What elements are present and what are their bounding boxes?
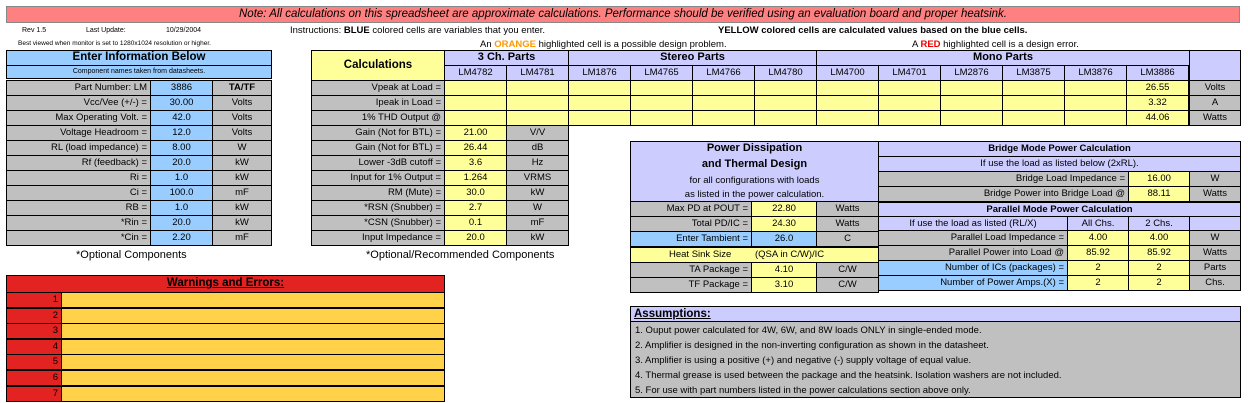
enter-info-label: Rf (feedback) =	[6, 155, 151, 171]
calc-label: Input Impedance =	[311, 230, 445, 246]
part-value-cell	[754, 110, 817, 126]
part-column-header: LM4780	[754, 65, 817, 81]
enter-info-label: Ri =	[6, 170, 151, 186]
part-value-cell	[630, 110, 693, 126]
instructions-prefix: Instructions:	[290, 25, 344, 36]
parallel-value-all: 2	[1067, 260, 1129, 276]
part-value-cell	[630, 80, 693, 96]
part-column-header: LM3876	[1064, 65, 1127, 81]
power-label: Enter Tambient =	[630, 231, 752, 247]
parallel-value-all: 4.00	[1067, 230, 1129, 246]
power-unit: Watts	[816, 216, 879, 232]
part-column-header: LM2876	[940, 65, 1003, 81]
calc-unit: kW	[506, 185, 569, 201]
enter-info-value-input[interactable]: 12.0	[150, 125, 213, 141]
power-value: 3.10	[751, 277, 817, 293]
part-value-cell	[816, 110, 879, 126]
heat-sink-size-unit: (QSA in C/W)/IC	[752, 248, 872, 262]
part-value-cell	[878, 80, 941, 96]
assumption-item: 4. Thermal grease is used between the package and the heatsink. Isolation washers are not included.	[635, 370, 1062, 382]
power-value: 4.10	[751, 262, 817, 278]
part-value-cell	[444, 80, 507, 96]
part-column-header: LM1876	[568, 65, 631, 81]
instructions-suffix: colored cells are variables that you enter.	[369, 25, 546, 36]
revision-label: Rev 1.5	[22, 27, 47, 34]
last-update-label: Last Update:	[86, 27, 126, 34]
warning-row-number: 3	[6, 323, 62, 339]
power-label: TA Package =	[630, 262, 752, 278]
enter-info-label: Vcc/Vee (+/-) =	[6, 95, 151, 111]
enter-info-label: Max Operating Volt. =	[6, 110, 151, 126]
parallel-value-2ch: 2	[1128, 275, 1190, 291]
parallel-label: Number of Power Amps.(X) =	[878, 275, 1068, 291]
enter-info-unit: kW	[212, 200, 272, 216]
enter-info-unit: kW	[212, 170, 272, 186]
warning-row	[61, 323, 445, 339]
warning-row	[61, 386, 445, 402]
power-value: 22.80	[751, 201, 817, 217]
lm3886-value: 44.06	[1126, 110, 1189, 126]
parallel-unit: Watts	[1189, 245, 1241, 261]
part-value-cell	[940, 95, 1003, 111]
three-ch-parts-title: 3 Ch. Parts	[444, 50, 569, 66]
stereo-parts-title: Stereo Parts	[568, 50, 817, 66]
part-value-cell	[878, 110, 941, 126]
part-value-cell	[568, 110, 631, 126]
part-value-unit: Watts	[1189, 110, 1241, 126]
part-column-header: LM4766	[692, 65, 755, 81]
enter-info-value-input[interactable]: 42.0	[150, 110, 213, 126]
enter-info-subtitle: Component names taken from datasheets.	[6, 65, 272, 79]
enter-info-title: Enter Information Below	[6, 50, 272, 66]
enter-info-label: Voltage Headroom =	[6, 125, 151, 141]
parallel-label: Parallel Load Impedance =	[878, 230, 1068, 246]
calc-label: 1% THD Output @	[311, 110, 445, 126]
calc-label: *CSN (Snubber) =	[311, 215, 445, 231]
bridge-label: Bridge Load Impedance =	[878, 171, 1129, 187]
part-value-unit: Volts	[1189, 80, 1241, 96]
part-value-cell	[754, 80, 817, 96]
parallel-mode-subtitle: If use the load as listed (RL/X)	[878, 216, 1068, 231]
calc-label: Input for 1% Output =	[311, 170, 445, 186]
calc-label: Gain (Not for BTL) =	[311, 125, 445, 141]
power-value: 24.30	[751, 216, 817, 232]
part-column-header: LM4781	[506, 65, 569, 81]
bridge-mode-subtitle: If use the load as listed below (2xRL).	[878, 156, 1241, 172]
enter-info-unit: mF	[212, 230, 272, 246]
part-value-cell	[1064, 110, 1127, 126]
calc-label: Gain (Not for BTL) =	[311, 140, 445, 156]
enter-info-value-input[interactable]: 20.0	[150, 215, 213, 231]
parallel-unit: Chs.	[1189, 275, 1241, 291]
note-banner: Note: All calculations on this spreadsheet are approximate calculations. Performance should be verified using an evaluation board and proper heatsink.	[6, 6, 1240, 23]
part-value-cell	[568, 95, 631, 111]
part-value-cell	[816, 80, 879, 96]
assumption-item: 1. Ouput power calculated for 4W, 6W, and 8W loads ONLY in single-ended mode.	[635, 325, 982, 337]
enter-info-label: RB =	[6, 200, 151, 216]
parts-header-unit-spacer	[1189, 50, 1241, 81]
enter-info-unit: Volts	[212, 95, 272, 111]
part-value-cell	[1002, 95, 1065, 111]
heat-sink-size-row: Heat Sink Size	[630, 247, 879, 263]
calc-label: Ipeak in Load =	[311, 95, 445, 111]
power-subtitle-1: for all configurations with loads	[689, 174, 820, 186]
power-unit: C/W	[816, 277, 879, 293]
enter-info-label: *Rin =	[6, 215, 151, 231]
calc-unit: dB	[506, 140, 569, 156]
lm3886-value: 26.55	[1126, 80, 1189, 96]
part-column-header: LM4765	[630, 65, 693, 81]
power-label: Max PD at POUT =	[630, 201, 752, 217]
warning-row	[61, 308, 445, 324]
enter-info-unit: W	[212, 140, 272, 156]
instructions-4-suffix: highlighted cell is a design error.	[940, 39, 1079, 50]
part-value-cell	[1002, 110, 1065, 126]
power-unit: C/W	[816, 262, 879, 278]
instructions-4-prefix: A	[912, 39, 921, 50]
part-value-cell	[878, 95, 941, 111]
power-subtitle-2: as listed in the power calculation.	[684, 189, 825, 201]
tambient-input[interactable]: 26.0	[751, 231, 817, 247]
parallel-col-all-chs: All Chs.	[1067, 216, 1129, 231]
calc-label: Vpeak at Load =	[311, 80, 445, 96]
calc-unit: mF	[506, 215, 569, 231]
optional-components-note: *Optional Components	[76, 249, 187, 261]
part-column-header: LM4700	[816, 65, 879, 81]
warning-row	[61, 354, 445, 370]
assumptions-title: Assumptions:	[630, 306, 1241, 322]
enter-info-unit: kW	[212, 155, 272, 171]
bridge-value: 16.00	[1128, 171, 1190, 187]
part-value-cell	[568, 80, 631, 96]
parallel-unit: W	[1189, 230, 1241, 246]
calc-value: 1.264	[444, 170, 507, 186]
calc-value: 3.6	[444, 155, 507, 171]
bridge-unit: W	[1189, 171, 1241, 187]
calc-label: *RSN (Snubber) =	[311, 200, 445, 216]
calculations-title: Calculations	[311, 50, 445, 81]
enter-info-value-input[interactable]: 3886	[150, 80, 213, 96]
power-unit: C	[816, 231, 879, 247]
enter-info-label: *Cin =	[6, 230, 151, 246]
instructions-line-2: YELLOW colored cells are calculated values based on the blue cells.	[718, 25, 1028, 36]
calc-value: 2.7	[444, 200, 507, 216]
bridge-unit: Watts	[1189, 186, 1241, 202]
warning-row	[61, 292, 445, 308]
warning-row-number: 4	[6, 339, 62, 355]
enter-info-value-input[interactable]: 100.0	[150, 185, 213, 201]
warning-row-number: 2	[6, 308, 62, 324]
enter-info-value-input[interactable]: 30.00	[150, 95, 213, 111]
parallel-value-all: 2	[1067, 275, 1129, 291]
enter-info-value-input[interactable]: 8.00	[150, 140, 213, 156]
bridge-mode-title: Bridge Mode Power Calculation	[878, 141, 1241, 157]
warning-row-number: 5	[6, 354, 62, 370]
part-column-header: LM4701	[878, 65, 941, 81]
last-update-value: 10/29/2004	[166, 27, 202, 34]
enter-info-unit: mF	[212, 185, 272, 201]
parallel-col-2-chs: 2 Chs.	[1128, 216, 1190, 231]
part-value-cell	[444, 110, 507, 126]
warning-row	[61, 370, 445, 386]
part-value-cell	[692, 110, 755, 126]
part-value-cell	[1002, 80, 1065, 96]
instructions-line-4	[912, 39, 1079, 50]
parallel-value-2ch: 4.00	[1128, 230, 1190, 246]
part-value-cell	[506, 95, 569, 111]
enter-info-unit: TA/TF	[212, 80, 272, 96]
parallel-label: Parallel Power into Load @	[878, 245, 1068, 261]
bridge-value: 88.11	[1128, 186, 1190, 202]
instructions-line-1	[290, 25, 545, 36]
warnings-title: Warnings and Errors:	[6, 275, 445, 293]
power-title-2: and Thermal Design	[701, 157, 808, 170]
instructions-3-prefix: An	[480, 39, 495, 50]
instructions-blue: BLUE	[343, 25, 370, 36]
warning-row	[61, 339, 445, 355]
part-value-unit: A	[1189, 95, 1241, 111]
calc-label: RM (Mute) =	[311, 185, 445, 201]
calc-value: 21.00	[444, 125, 507, 141]
enter-info-value-input[interactable]: 1.0	[150, 200, 213, 216]
part-column-header: LM3886	[1126, 65, 1189, 81]
parallel-col-unit-spacer	[1189, 216, 1241, 231]
part-value-cell	[506, 110, 569, 126]
part-value-cell	[1064, 80, 1127, 96]
lm3886-value: 3.32	[1126, 95, 1189, 111]
part-value-cell	[1064, 95, 1127, 111]
warning-row-number: 1	[6, 292, 62, 308]
parallel-value-2ch: 85.92	[1128, 245, 1190, 261]
calc-unit: VRMS	[506, 170, 569, 186]
calc-value: 0.1	[444, 215, 507, 231]
part-value-cell	[630, 95, 693, 111]
enter-info-label: RL (load impedance) =	[6, 140, 151, 156]
enter-info-value-input[interactable]: 2.20	[150, 230, 213, 246]
assumption-item: 2. Amplifier is designed in the non-inverting configuration as shown in the datasheet.	[635, 340, 989, 352]
assumption-item: 3. Amplifier is using a positive (+) and negative (-) supply voltage of equal value.	[635, 355, 972, 367]
enter-info-label: Part Number: LM	[6, 80, 151, 96]
parallel-label: Number of ICs (packages) =	[878, 260, 1068, 276]
parallel-value-all: 85.92	[1067, 245, 1129, 261]
optional-recommended-note: *Optional/Recommended Components	[366, 249, 555, 261]
calc-unit: V/V	[506, 125, 569, 141]
calc-unit: W	[506, 200, 569, 216]
calc-unit: kW	[506, 230, 569, 246]
power-label: TF Package =	[630, 277, 752, 293]
part-value-cell	[940, 110, 1003, 126]
best-viewed-note: Best viewed when monitor is set to 1280x1024 resolution or higher.	[18, 40, 211, 47]
part-value-cell	[692, 80, 755, 96]
part-value-cell	[816, 95, 879, 111]
part-column-header: LM4782	[444, 65, 507, 81]
part-value-cell	[940, 80, 1003, 96]
power-dissipation-header	[630, 141, 879, 202]
bridge-label: Bridge Power into Bridge Load @	[878, 186, 1129, 202]
power-label: Total PD/IC =	[630, 216, 752, 232]
part-value-cell	[692, 95, 755, 111]
part-value-cell	[754, 95, 817, 111]
power-title-1: Power Dissipation	[706, 142, 803, 155]
warning-row-number: 7	[6, 386, 62, 402]
part-value-cell	[444, 95, 507, 111]
instructions-red: RED	[920, 39, 941, 50]
instructions-3-suffix: highlighted cell is a possible design problem.	[535, 39, 727, 50]
enter-info-unit: kW	[212, 215, 272, 231]
power-unit: Watts	[816, 201, 879, 217]
parallel-unit: Parts	[1189, 260, 1241, 276]
mono-parts-title: Mono Parts	[816, 50, 1190, 66]
enter-info-value-input[interactable]: 1.0	[150, 170, 213, 186]
instructions-orange: ORANGE	[494, 39, 536, 50]
enter-info-label: Ci =	[6, 185, 151, 201]
enter-info-unit: Volts	[212, 125, 272, 141]
assumption-item: 5. For use with part numbers listed in the power calculations section above only.	[635, 385, 971, 397]
calc-unit: Hz	[506, 155, 569, 171]
calc-value: 26.44	[444, 140, 507, 156]
part-column-header: LM3875	[1002, 65, 1065, 81]
enter-info-unit: Volts	[212, 110, 272, 126]
parallel-value-2ch: 2	[1128, 260, 1190, 276]
parallel-mode-title: Parallel Mode Power Calculation	[878, 202, 1241, 217]
warning-row-number: 6	[6, 370, 62, 386]
instructions-line-3	[480, 39, 727, 50]
calc-value: 30.0	[444, 185, 507, 201]
calc-label: Lower -3dB cutoff =	[311, 155, 445, 171]
part-value-cell	[506, 80, 569, 96]
calc-value: 20.0	[444, 230, 507, 246]
enter-info-value-input[interactable]: 20.0	[150, 155, 213, 171]
